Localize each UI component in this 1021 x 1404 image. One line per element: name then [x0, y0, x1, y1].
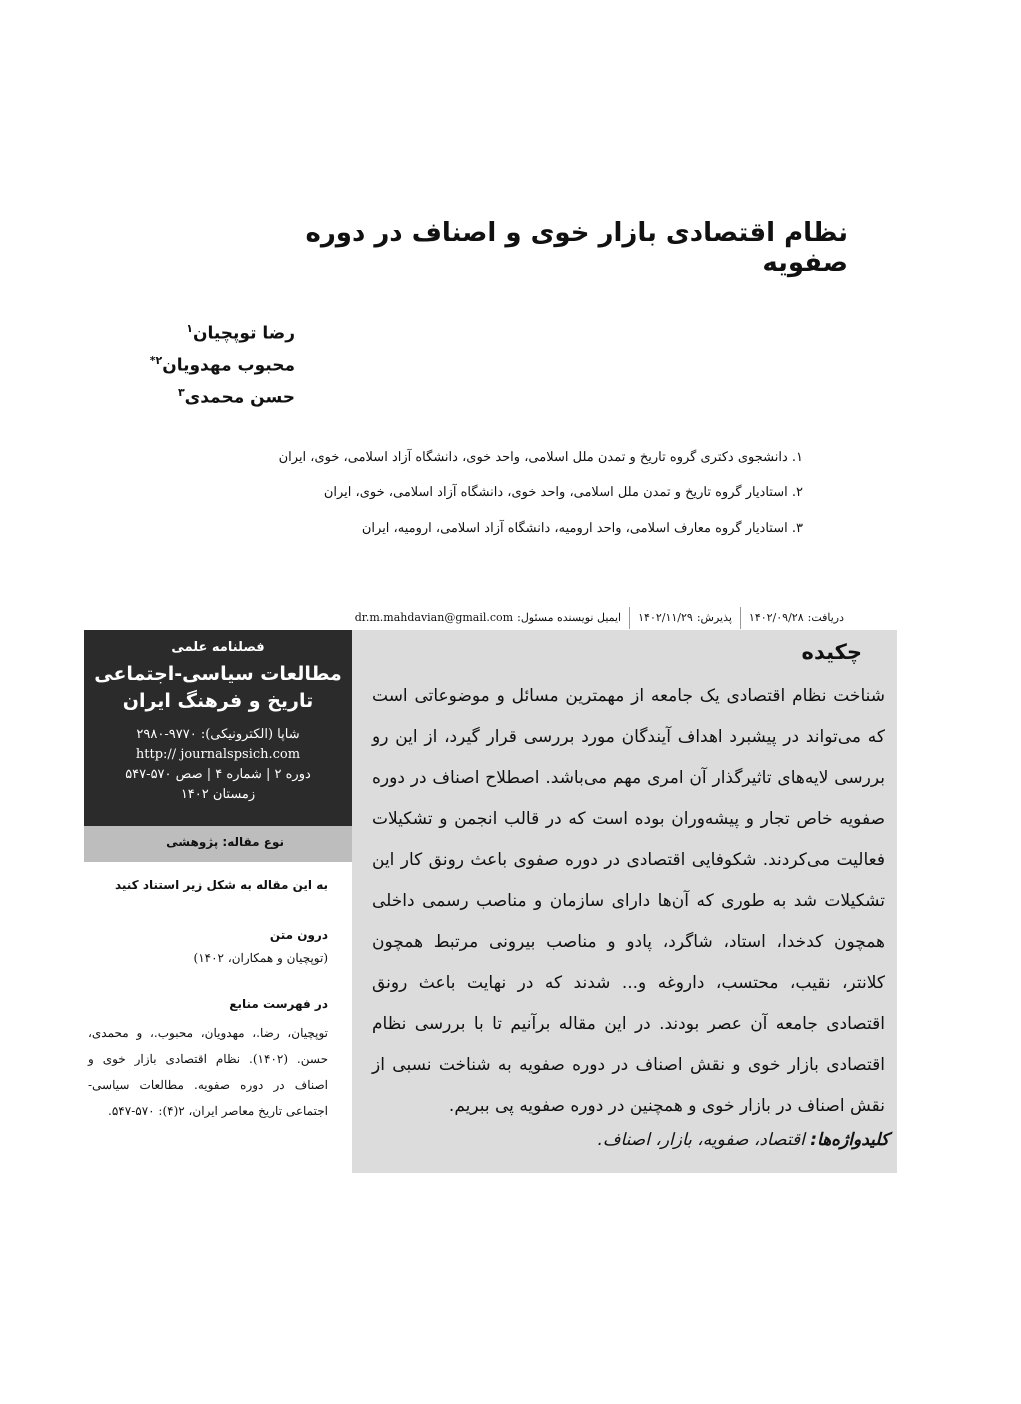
author-2 [100, 354, 295, 376]
article-type-box [84, 826, 352, 862]
journal-season: زمستان ۱۴۰۲ [180, 787, 256, 802]
author-name: محبوب مهدویان [162, 355, 295, 376]
email-value[interactable]: dr.m.mahdavian@gmail.com [354, 611, 514, 624]
author-3 [100, 386, 295, 408]
affiliation-2: ۲. استادیار گروه تاریخ و تمدن ملل اسلامی، واحد خوی، دانشگاه آزاد اسلامی، خوی، ایران [323, 485, 803, 500]
affiliation-3: ۳. استادیار گروه معارف اسلامی، واحد ارومیه، دانشگاه آزاد اسلامی، ارومیه، ایران [361, 521, 803, 536]
keywords-list: اقتصاد، صفویه، بازار، اصناف. [597, 1130, 805, 1150]
article-meta-bar [352, 606, 852, 631]
author-name: حسن محمدی [184, 387, 295, 408]
accepted-value: ۱۴۰۲/۱۱/۲۹ [638, 611, 693, 624]
citation-instruction: به این مقاله به شکل زیر استناد کنید [114, 878, 328, 892]
corresponding-email [347, 607, 629, 629]
keywords [369, 1130, 889, 1150]
journal-name-line2: تاریخ و فرهنگ ایران [122, 690, 314, 712]
accepted-date [629, 607, 740, 629]
email-label: ایمیل نویسنده مسئول: [517, 611, 622, 624]
received-value: ۱۴۰۲/۰۹/۲۸ [748, 611, 804, 624]
abstract-text: شناخت نظام اقتصادی یک جامعه از مهمترین مسائل و موضوعاتی است که می‌تواند در پیشبرد اهداف آیندگان مورد بررسی قرار گیرد، از این رو بررسی لایه‌های تاثیرگذار آن امری مهم می‌باشد. اصطلاح اصناف در دوره صفویه خاص تجار و پیشه‌وران بوده است که در قالب انجمن و تشکیلات فعالیت می‌کردند. شکوفایی اقتصادی در دوره صفوی باعث رونق کار این تشکیلات شد به طوری که آن‌ها دارای سازمان و مناصب رسمی داخلی همچون کدخدا، استاد، شاگرد، پادو و مناصب بیرونی مرتبط همچون کلانتر، نقیب، محتسب، داروغه و... شدند که در نهایت باعث رونق اقتصادی جامعه آن عصر بودند. در این مقاله برآنیم تا با بررسی نظام اقتصادی بازار خوی و نقش اصناف در دوره صفویه به شناخت نسبی از نقش اصناف در بازار خوی و همچنین در دوره صفویه پی ببریم. [372, 686, 885, 1116]
reference-entry: توپچیان، رضا.، مهدویان، محبوب.، و محمدی، حسن. (۱۴۰۲). نظام اقتصادی بازار خوی و اصناف در دوره صفویه. مطالعات سیاسی-اجتماعی تاریخ معاصر ایران، ۲(۴): ۵۷۰-۵۴۷. [88, 1026, 328, 1118]
abstract-heading: چکیده [801, 640, 862, 664]
received-label: دریافت: [807, 611, 844, 624]
author-name: رضا توپچیان [192, 323, 295, 344]
journal-type: فصلنامه علمی [171, 640, 265, 655]
article-title: نظام اقتصادی بازار خوی و اصناف در دوره صفویه [305, 218, 848, 278]
journal-url[interactable]: http:// journalspsich.com [135, 747, 301, 762]
author-1 [100, 322, 295, 344]
intext-citation: (توپچیان و همکاران، ۱۴۰۲) [193, 951, 328, 965]
received-date [740, 607, 852, 629]
keywords-label: کلیدواژه‌ها: [810, 1130, 889, 1150]
journal-info-box [84, 630, 352, 826]
affiliation-1: ۱. دانشجوی دکتری گروه تاریخ و تمدن ملل اسلامی، واحد خوی، دانشگاه آزاد اسلامی، خوی، ایران [278, 450, 803, 465]
abstract-box [352, 630, 897, 1173]
accepted-label: پذیرش: [696, 611, 732, 624]
intext-label: درون متن [269, 928, 328, 942]
journal-volume: دوره ۲ | شماره ۴ | صص ۵۷۰-۵۴۷ [125, 767, 311, 782]
journal-name-line1: مطالعات سیاسی-اجتماعی [94, 663, 342, 685]
reflist-label: در فهرست منابع [229, 997, 328, 1011]
author-mark: ۱ [186, 322, 193, 335]
author-mark: ۳ [177, 386, 185, 399]
journal-issn: شاپا (الکترونیکی): ۹۷۷۰-۲۹۸۰ [136, 727, 300, 742]
author-mark: ۲* [149, 354, 163, 367]
article-type: نوع مقاله: پژوهشی [166, 835, 284, 849]
